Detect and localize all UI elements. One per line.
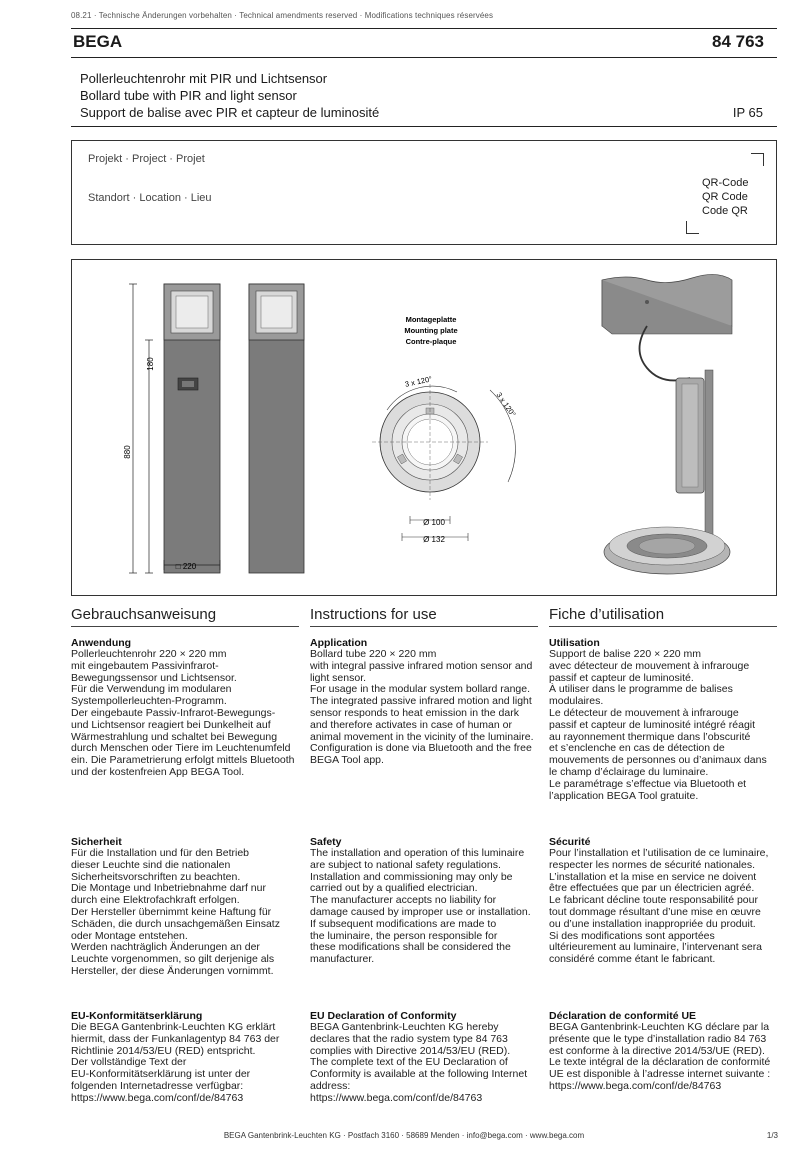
col-rule-en (310, 626, 538, 627)
title-rule (71, 126, 777, 127)
section-text: BEGA Gantenbrink-Leuchten KG hereby declares that the radio system type 84 763 complies with Directive 2014/53/EU (RED). The complete text of the EU Declaration of Conformity is available at the following Internet address: https://www.bega.com/conf/de/84763 (310, 1021, 528, 1104)
section-title: Déclaration de conformité UE (549, 1010, 697, 1022)
bollard-side-view (249, 284, 304, 573)
drawing-box (71, 259, 777, 596)
footer-address: BEGA Gantenbrink-Leuchten KG · Postfach 3160 · 58689 Menden · info@bega.com · www.bega.com (223, 1131, 585, 1140)
col-heading-fr: Fiche d’utilisation (549, 606, 665, 623)
revision-note: 08.21 · Technische Änderungen vorbehalten · Technical amendments reserved · Modifications techniques réservées (71, 11, 494, 20)
section-safety (310, 836, 538, 966)
section-title: Application (310, 637, 368, 649)
page-number: 1/3 (766, 1131, 778, 1140)
col-rule-fr (549, 626, 777, 627)
section-title: EU-Konformitätserklärung (71, 1010, 203, 1022)
angle-label-b: 3 x 120° (494, 390, 518, 419)
angle-label-a: 3 x 120° (404, 374, 433, 389)
header-top-rule (71, 28, 777, 29)
location-label: Standort · Location · Lieu (88, 192, 212, 204)
col-heading-de: Gebrauchsanweisung (71, 606, 217, 623)
section-title: Sécurité (549, 836, 591, 848)
article-number: 84 763 (712, 32, 764, 51)
section-eu-declaration (310, 1010, 538, 1105)
title-de: Pollerleuchtenrohr mit PIR und Lichtsensor (80, 71, 328, 86)
section-utilisation (549, 637, 777, 802)
bollard-front-view (164, 284, 220, 573)
mounting-plate-label (404, 315, 457, 346)
section-eu-konformitaet (71, 1010, 299, 1105)
project-label: Projekt · Project · Projet (88, 153, 205, 165)
protection-rating: IP 65 (732, 105, 763, 120)
qr-label-en: QR Code (702, 191, 748, 203)
title-fr: Support de balise avec PIR et capteur de luminosité (80, 105, 380, 120)
title-en: Bollard tube with PIR and light sensor (80, 88, 297, 103)
section-text: The installation and operation of this luminaire are subject to national safety regulations. Installation and commissioning may only be carried out by a qualified electrician. The manufacturer accepts no liability for damage caused by improper use or installation. If subsequent modifications are made to the luminaire, the person responsible for these modifications shall be considered the manufacturer. (310, 847, 531, 966)
col-heading-en: Instructions for use (310, 606, 437, 623)
project-box (71, 140, 777, 245)
svg-text:Montageplatte: Montageplatte (405, 315, 457, 324)
header-bottom-rule (71, 57, 777, 58)
section-title: Utilisation (549, 637, 600, 649)
brand-name: BEGA (73, 32, 123, 51)
section-text: Für die Installation und für den Betrieb dieser Leuchte sind die nationalen Sicherheitsvorschriften zu beachten. Die Montage und Inbetriebnahme darf nur durch eine Elektrofachkraft erfolgen. Der Hersteller übernimmt keine Haftung für Schäden, die durch unsachgemäßen Einsatz oder Montage entstehen. Werden nachträglich Änderungen an der Leuchte vorgenommen, so gilt derjenige als Hersteller, der diese Änderungen vornimmt. (71, 847, 280, 977)
section-title: Safety (310, 836, 342, 848)
dim-880: 880 (123, 445, 132, 459)
dim-100: Ø 100 (423, 518, 445, 527)
section-title: EU Declaration of Conformity (310, 1010, 457, 1022)
section-securite (549, 836, 777, 966)
section-sicherheit (71, 836, 299, 978)
section-text: Pollerleuchtenrohr 220 × 220 mm mit eingebautem Passivinfrarot- Bewegungssensor und Lichtsensor. Für die Verwendung im modularen Systempollerleuchten-Programm. Der eingebaute Passiv-Infrarot-Bewegungs- und Lichtsensor reagiert bei Dunkelheit auf Wärmestrahlung und schaltet bei Bewegung durch Menschen oder Tiere im Leuchtenumfeld ein. Die Parametrierung erfolgt mittels Bluetooth und der kostenfreien App BEGA Tool. (71, 648, 295, 778)
section-application (310, 637, 538, 767)
technical-drawing (72, 260, 776, 595)
qr-label-de: QR-Code (702, 177, 749, 189)
section-declaration-ue (549, 1010, 777, 1093)
section-text: Pour l’installation et l’utilisation de ce luminaire, respecter les normes de sécurité nationales. L’installation et la mise en service ne doivent être effectuées que par un électricien agréé. Le fabricant décline toute responsabilité pour tout dommage résultant d’une mise en œuvre ou d’une installation inappropriée du produit. Si des modifications sont apportées ultérieurement au luminaire, l’intervenant sera considéré comme étant le fabricant. (549, 847, 769, 966)
section-title: Anwendung (71, 637, 132, 649)
qr-corner-bottom-left (686, 221, 699, 234)
dim-132: Ø 132 (423, 535, 445, 544)
section-text: BEGA Gantenbrink-Leuchten KG déclare par la présente que le type d’installation radio 84 763 est conforme à la directive 2014/53/UE (RED). Le texte intégral de la déclaration de conformité UE est disponible à l’adresse internet suivante : https://www.bega.com/conf/de/84763 (549, 1021, 771, 1092)
section-text: Die BEGA Gantenbrink-Leuchten KG erklärt hiermit, dass der Funkanlagentyp 84 763 der Richtlinie 2014/53/EU (RED) entspricht. Der vollständige Text der EU-Konformitätserklärung ist unter der folgenden Internetadresse verfügbar: https://www.bega.com/conf/de/84763 (71, 1021, 280, 1104)
section-text: Bollard tube 220 × 220 mm with integral passive infrared motion sensor and light sensor. For usage in the modular system bollard range. The integrated passive infrared motion and light sensor responds to heat emission in the dark and therefore activates in case of human or animal movement in the vicinity of the luminaire. Configuration is done via Bluetooth and the free BEGA Tool app. (310, 648, 534, 767)
installation-illustration (602, 274, 732, 574)
svg-text:Mounting plate: Mounting plate (404, 326, 458, 335)
dim-220: □ 220 (175, 562, 197, 571)
qr-label-fr: Code QR (702, 205, 748, 217)
section-text: Support de balise 220 × 220 mm avec détecteur de mouvement à infrarouge passif et capteur de luminosité. À utiliser dans le programme de balises modulaires. Le détecteur de mouvement à infrarouge passif et capteur de luminosité intégré réagit au rayonnement thermique dans l’obscurité et s’enclenche en cas de détection de mouvements de personnes ou d’animaux dans le champ d’éclairage du luminaire. Le paramétrage s’effectue via Bluetooth et l’application BEGA Tool gratuite. (549, 648, 767, 802)
section-title: Sicherheit (71, 836, 122, 848)
svg-text:Contre-plaque: Contre-plaque (405, 337, 457, 346)
qr-code-label (702, 176, 748, 218)
section-anwendung (71, 637, 299, 779)
qr-corner-top-right (751, 153, 764, 166)
col-rule-de (71, 626, 299, 627)
dim-180: 180 (146, 357, 155, 371)
